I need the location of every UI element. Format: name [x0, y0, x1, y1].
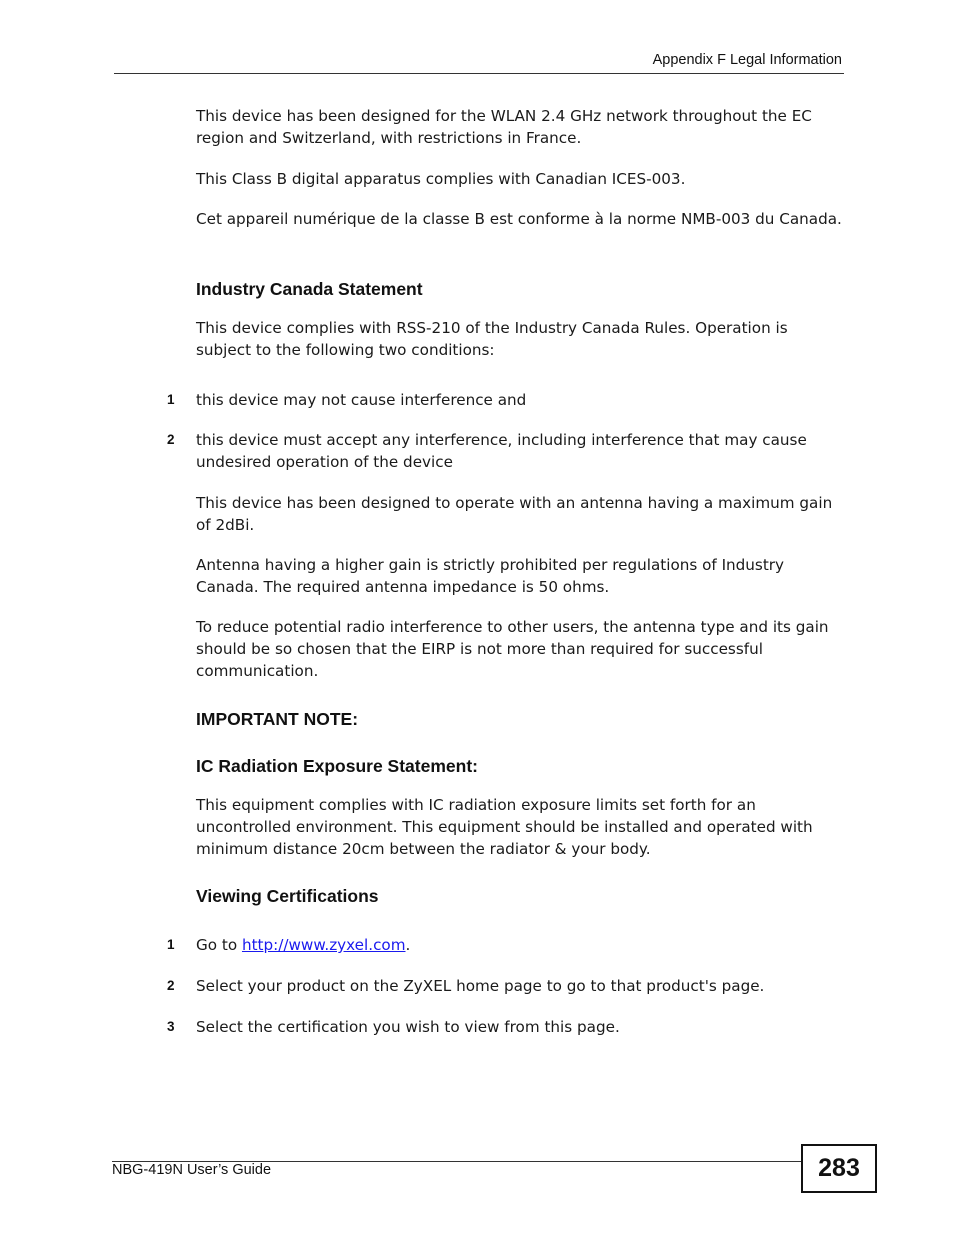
- list-item: Select the certification you wish to view from this page.: [196, 1018, 620, 1036]
- list-number: 2: [167, 978, 175, 993]
- paragraph-antenna-impedance: Antenna having a higher gain is strictly prohibited per regulations of Industry Canada. The required antenna impedance is 50 ohms.: [196, 556, 785, 596]
- paragraph-antenna-gain: This device has been designed to operate with an antenna having a maximum gain of 2dBi.: [196, 494, 833, 534]
- header-divider: [114, 73, 844, 74]
- list-item: Select your product on the ZyXEL home page to go to that product's page.: [196, 977, 765, 995]
- paragraph-nmb: Cet appareil numérique de la classe B est conforme à la norme NMB-003 du Canada.: [196, 210, 842, 228]
- paragraph-rss210: This device complies with RSS-210 of the Industry Canada Rules. Operation is subject to the following two conditions:: [196, 319, 788, 359]
- zyxel-website-link[interactable]: http://www.zyxel.com: [241, 936, 406, 954]
- list-number: 1: [167, 937, 175, 952]
- heading-ic-radiation: IC Radiation Exposure Statement:: [196, 756, 478, 776]
- list-item: this device may not cause interference and: [196, 391, 527, 409]
- step-suffix: .: [405, 936, 411, 954]
- list-number: 1: [167, 392, 175, 407]
- header-title: Appendix F Legal Information: [652, 52, 842, 68]
- list-item: this device must accept any interference, including interference that may cause undesired operation of the device: [196, 431, 807, 471]
- list-item: [196, 934, 846, 956]
- heading-viewing-certifications: Viewing Certifications: [196, 886, 379, 906]
- page-number: 283: [801, 1144, 877, 1193]
- paragraph-eirp: To reduce potential radio interference to other users, the antenna type and its gain should be so chosen that the EIRP is not more than required for successful communication.: [196, 618, 829, 680]
- step-prefix: Go to: [196, 936, 242, 954]
- heading-industry-canada: Industry Canada Statement: [196, 279, 423, 299]
- list-number: 2: [167, 432, 175, 447]
- heading-important-note: IMPORTANT NOTE:: [196, 709, 359, 729]
- paragraph-radiation-exposure: This equipment complies with IC radiation exposure limits set forth for an uncontrolled environment. This equipment should be installed and operated with minimum distance 20cm between the radiator & your body.: [196, 796, 813, 858]
- paragraph-wlan-ec: This device has been designed for the WLAN 2.4 GHz network throughout the EC region and Switzerland, with restrictions in France.: [196, 107, 812, 147]
- paragraph-ices: This Class B digital apparatus complies with Canadian ICES-003.: [196, 170, 686, 188]
- list-number: 3: [167, 1019, 175, 1034]
- footer-guide-title: NBG-419N User’s Guide: [112, 1162, 272, 1178]
